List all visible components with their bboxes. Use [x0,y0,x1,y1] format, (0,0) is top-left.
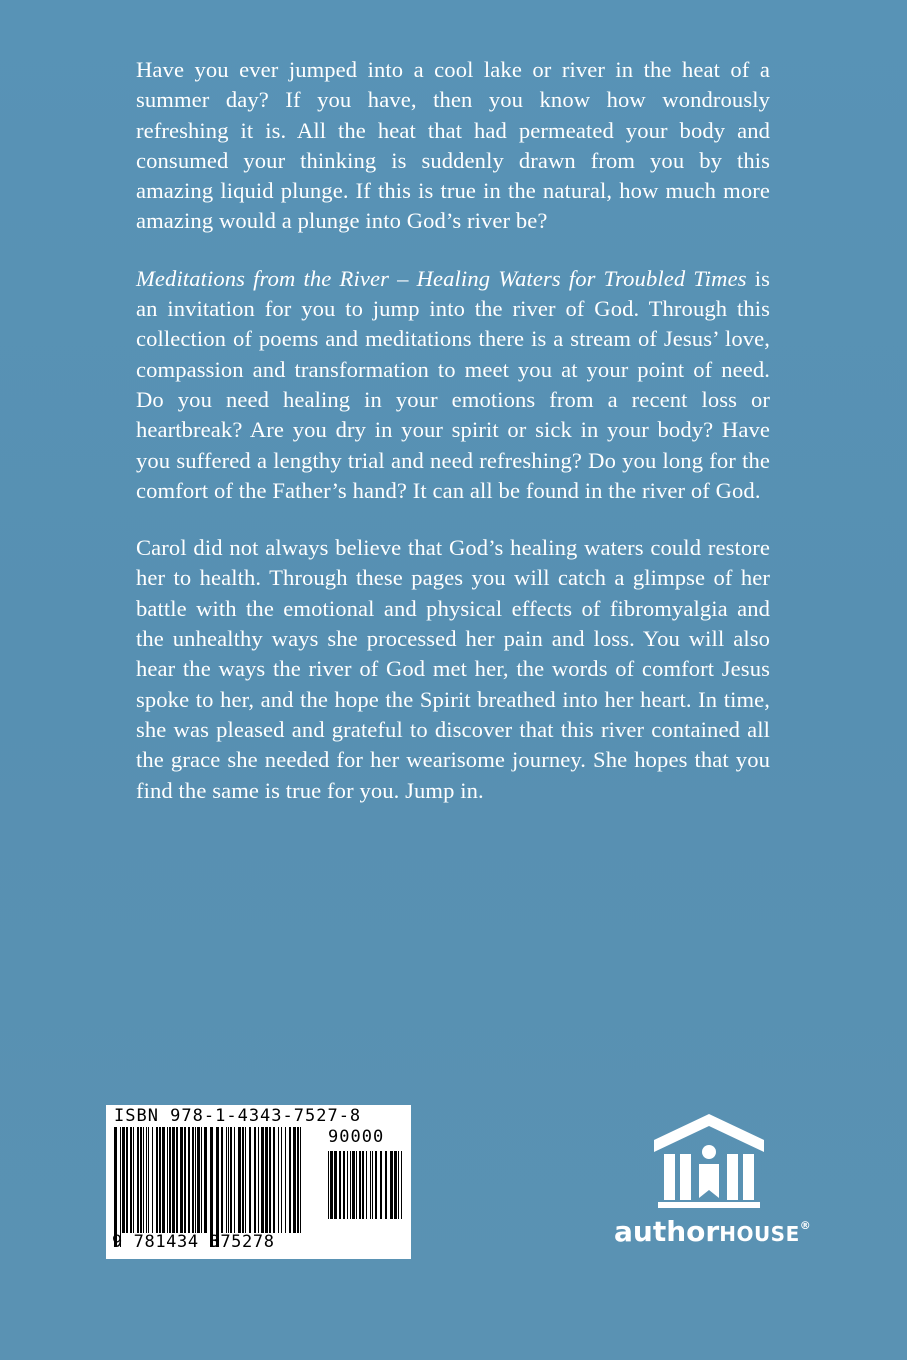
barcode-bar [143,1127,144,1233]
barcode-bar [148,1127,149,1233]
barcode-bar [159,1127,161,1233]
barcode-bar [120,1127,121,1247]
back-cover-blurb [136,55,770,833]
isbn-barcode [106,1105,411,1259]
barcode-bar [352,1151,355,1219]
barcode-bar [156,1127,158,1233]
wordmark-author: author [614,1215,720,1248]
barcode-bar [254,1127,256,1233]
barcode-bar [385,1151,387,1219]
barcode-bar [265,1127,268,1233]
barcode-bar [394,1151,397,1219]
barcode-bar [245,1127,246,1233]
barcode-bar [228,1127,229,1233]
barcode-bar [184,1127,186,1233]
barcode-bar [362,1151,364,1219]
barcode-bar [281,1127,282,1233]
barcode-bar [366,1151,367,1219]
publisher-logo [612,1112,811,1252]
barcode-bar [226,1127,227,1233]
barcode-bar [234,1127,235,1233]
barcode-bar [152,1127,153,1233]
barcode-bar [238,1127,241,1233]
barcode-bar [285,1127,286,1233]
barcode-bar [372,1151,373,1219]
barcode-bar [130,1127,132,1233]
blurb-paragraph-2 [136,264,770,506]
barcode-bar [133,1127,134,1233]
barcode-bar [210,1127,213,1247]
barcode-bar [188,1127,190,1233]
barcode-bar [180,1127,183,1233]
barcode-bar [273,1127,275,1233]
barcode-bar [300,1127,301,1233]
barcode-bar [216,1127,219,1247]
barcode-bar [343,1151,345,1219]
blurb-paragraph-1: Have you ever jumped into a cool lake or river in the heat of a summer day? If you have, then you know how wondrously refreshing it is. All the heat that had permeated your body and consumed your thinking is suddenly drawn from you by this amazing liquid plunge. If this is true in the natural, how much more amazing would a plunge into God’s river be? [136,57,770,234]
barcode-bar [146,1127,147,1233]
barcode-digits: 9 781434 375278 [112,1232,275,1252]
barcode-bar [380,1151,382,1219]
barcode-bar [221,1127,223,1233]
barcode-bar [192,1127,194,1233]
house-with-person-icon [650,1112,768,1210]
barcode-bar [370,1151,371,1219]
blurb-paragraph-2-text: is an invitation for you to jump into the river of God. Through this collection of poems and meditations there is a stream of Jesus’ love, compassion and transformation to meet you at your point of need. Do you need healing in your emotions from a recent loss or heartbreak? Are you dry in your spirit or sick in your body? Have you suffered a lengthy trial and need refreshing? Do you long for the comfort of the Father’s hand? It can all be found in the river of God. [136,265,771,503]
barcode-bar [350,1151,351,1219]
blurb-paragraph-3: Carol did not always believe that God’s healing waters could restore her to health. Through these pages you will catch a glimpse of her battle with the emotional and physical effects of fibromyalgia and the unhealthy ways she processed her pain and loss. You will also hear the ways the river of God met her, the words of comfort Jesus spoke to her, and the hope the Spirit breathed into her heart. In time, she was pleased and grateful to discover that this river contained all the grace she needed for her wearisome journey. She hopes that you find the same is true for you. Jump in. [136,535,770,803]
barcode-bar [167,1127,168,1233]
barcode-bar [162,1127,165,1233]
price-code: 90000 [328,1127,385,1147]
barcode-bar [137,1127,139,1233]
barcode-bar [330,1151,333,1219]
barcode-bar [169,1127,171,1233]
barcode-bar [297,1127,299,1233]
wordmark-house: HOUSE [719,1222,800,1246]
barcode-bar [356,1151,357,1219]
barcode-bar [401,1151,402,1219]
publisher-wordmark [614,1215,811,1248]
barcode-bar [172,1127,175,1233]
isbn-label: ISBN 978-1-4343-7527-8 [114,1106,362,1126]
barcode-bar [398,1151,399,1219]
barcode-bar [197,1127,200,1233]
barcode-bar [258,1127,259,1233]
barcode-bar [328,1151,329,1219]
barcode-bar [293,1127,296,1233]
barcode-bar [334,1151,337,1219]
barcode-bar [249,1127,251,1233]
ean-barcode-bars [114,1127,304,1247]
barcode-bar [359,1151,361,1219]
barcode-bar [122,1127,125,1233]
barcode-bar [278,1127,279,1233]
barcode-bar [176,1127,178,1233]
barcode-bar [204,1127,207,1233]
barcode-bar [339,1151,341,1219]
barcode-bar [375,1151,377,1219]
barcode-bar [289,1127,291,1233]
barcode-bar [126,1127,128,1233]
barcode-bar [195,1127,196,1233]
barcode-bar [242,1127,244,1233]
barcode-bar [140,1127,142,1233]
barcode-bar [269,1127,271,1233]
book-title: Meditations from the River – Healing Waters for Troubled Times [136,265,747,291]
barcode-bar [347,1151,348,1219]
addon-barcode-bars [328,1151,403,1233]
barcode-bar [261,1127,264,1233]
barcode-bar [390,1151,393,1219]
registered-mark: ® [799,1219,811,1232]
barcode-bar [230,1127,232,1233]
barcode-bar [201,1127,202,1233]
barcode-bar [114,1127,117,1247]
